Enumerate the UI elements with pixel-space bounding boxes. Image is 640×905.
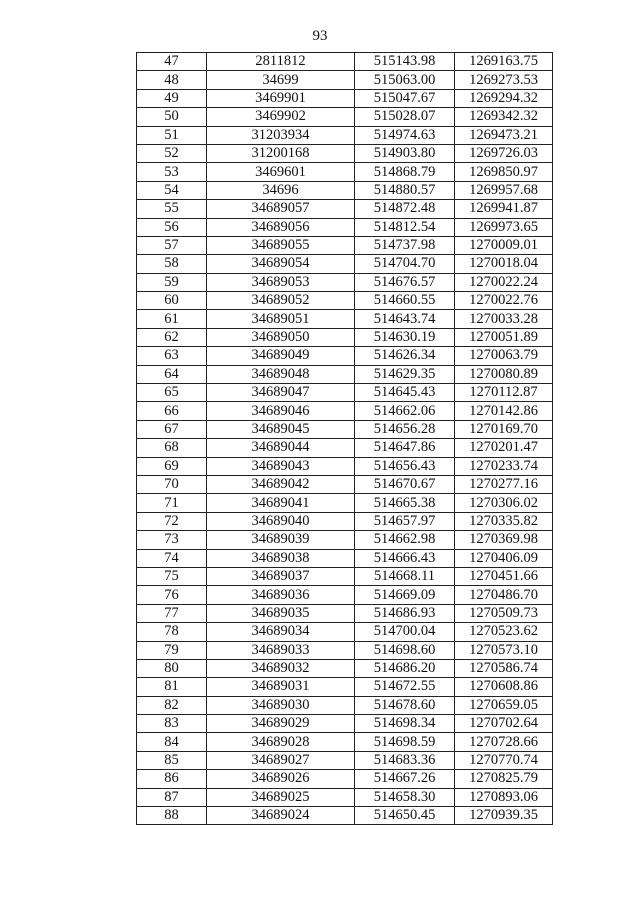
point-id-cell: 34689030 [207, 696, 355, 714]
table-row [137, 696, 553, 714]
y-coordinate-cell: 1270112.87 [455, 384, 553, 402]
table-row [137, 788, 553, 806]
row-number-cell: 52 [137, 144, 207, 162]
x-coordinate-cell: 514676.57 [355, 273, 455, 291]
row-number-cell: 79 [137, 641, 207, 659]
point-id-cell: 34689028 [207, 733, 355, 751]
point-id-cell: 34689036 [207, 586, 355, 604]
row-number-cell: 64 [137, 365, 207, 383]
row-number-cell: 61 [137, 310, 207, 328]
table-row [137, 163, 553, 181]
y-coordinate-cell: 1270406.09 [455, 549, 553, 567]
row-number-cell: 54 [137, 181, 207, 199]
x-coordinate-cell: 514667.26 [355, 770, 455, 788]
point-id-cell: 3469901 [207, 89, 355, 107]
x-coordinate-cell: 514666.43 [355, 549, 455, 567]
table-row [137, 384, 553, 402]
y-coordinate-cell: 1270277.16 [455, 475, 553, 493]
y-coordinate-cell: 1270369.98 [455, 531, 553, 549]
y-coordinate-cell: 1270335.82 [455, 512, 553, 530]
table-row [137, 218, 553, 236]
table-row [137, 457, 553, 475]
y-coordinate-cell: 1270702.64 [455, 715, 553, 733]
y-coordinate-cell: 1270770.74 [455, 751, 553, 769]
y-coordinate-cell: 1269850.97 [455, 163, 553, 181]
x-coordinate-cell: 514643.74 [355, 310, 455, 328]
x-coordinate-cell: 514669.09 [355, 586, 455, 604]
x-coordinate-cell: 514662.98 [355, 531, 455, 549]
row-number-cell: 72 [137, 512, 207, 530]
row-number-cell: 55 [137, 200, 207, 218]
x-coordinate-cell: 514629.35 [355, 365, 455, 383]
point-id-cell: 34689054 [207, 255, 355, 273]
x-coordinate-cell: 514658.30 [355, 788, 455, 806]
x-coordinate-cell: 514974.63 [355, 126, 455, 144]
table-row [137, 53, 553, 71]
table-row [137, 678, 553, 696]
point-id-cell: 31203934 [207, 126, 355, 144]
point-id-cell: 34689033 [207, 641, 355, 659]
x-coordinate-cell: 514630.19 [355, 328, 455, 346]
point-id-cell: 34689053 [207, 273, 355, 291]
row-number-cell: 88 [137, 807, 207, 825]
point-id-cell: 34689048 [207, 365, 355, 383]
y-coordinate-cell: 1270825.79 [455, 770, 553, 788]
point-id-cell: 34689050 [207, 328, 355, 346]
x-coordinate-cell: 514668.11 [355, 567, 455, 585]
y-coordinate-cell: 1270080.89 [455, 365, 553, 383]
row-number-cell: 48 [137, 71, 207, 89]
point-id-cell: 34689027 [207, 751, 355, 769]
table-row [137, 715, 553, 733]
point-id-cell: 34689034 [207, 623, 355, 641]
y-coordinate-cell: 1269941.87 [455, 200, 553, 218]
x-coordinate-cell: 514686.20 [355, 659, 455, 677]
row-number-cell: 75 [137, 567, 207, 585]
table-row [137, 733, 553, 751]
x-coordinate-cell: 514626.34 [355, 347, 455, 365]
y-coordinate-cell: 1270509.73 [455, 604, 553, 622]
x-coordinate-cell: 514812.54 [355, 218, 455, 236]
y-coordinate-cell: 1269957.68 [455, 181, 553, 199]
row-number-cell: 86 [137, 770, 207, 788]
y-coordinate-cell: 1270201.47 [455, 439, 553, 457]
y-coordinate-cell: 1269273.53 [455, 71, 553, 89]
row-number-cell: 47 [137, 53, 207, 71]
x-coordinate-cell: 514737.98 [355, 236, 455, 254]
point-id-cell: 3469902 [207, 108, 355, 126]
y-coordinate-cell: 1270893.06 [455, 788, 553, 806]
y-coordinate-cell: 1270306.02 [455, 494, 553, 512]
y-coordinate-cell: 1270523.62 [455, 623, 553, 641]
y-coordinate-cell: 1269726.03 [455, 144, 553, 162]
y-coordinate-cell: 1270728.66 [455, 733, 553, 751]
coordinates-table [136, 52, 553, 825]
point-id-cell: 34689039 [207, 531, 355, 549]
table-row [137, 751, 553, 769]
table-row [137, 89, 553, 107]
row-number-cell: 57 [137, 236, 207, 254]
table-row [137, 512, 553, 530]
row-number-cell: 58 [137, 255, 207, 273]
row-number-cell: 85 [137, 751, 207, 769]
row-number-cell: 78 [137, 623, 207, 641]
point-id-cell: 34689057 [207, 200, 355, 218]
table-row [137, 549, 553, 567]
table-row [137, 236, 553, 254]
table-row [137, 807, 553, 825]
y-coordinate-cell: 1269342.32 [455, 108, 553, 126]
y-coordinate-cell: 1270142.86 [455, 402, 553, 420]
row-number-cell: 70 [137, 475, 207, 493]
y-coordinate-cell: 1269163.75 [455, 53, 553, 71]
y-coordinate-cell: 1270233.74 [455, 457, 553, 475]
table-row [137, 328, 553, 346]
table-row [137, 108, 553, 126]
row-number-cell: 49 [137, 89, 207, 107]
point-id-cell: 34689043 [207, 457, 355, 475]
row-number-cell: 51 [137, 126, 207, 144]
table-row [137, 365, 553, 383]
table-row [137, 126, 553, 144]
x-coordinate-cell: 514647.86 [355, 439, 455, 457]
point-id-cell: 34689029 [207, 715, 355, 733]
x-coordinate-cell: 514662.06 [355, 402, 455, 420]
point-id-cell: 34689042 [207, 475, 355, 493]
y-coordinate-cell: 1269473.21 [455, 126, 553, 144]
point-id-cell: 34689055 [207, 236, 355, 254]
x-coordinate-cell: 514656.43 [355, 457, 455, 475]
table-row [137, 310, 553, 328]
y-coordinate-cell: 1270573.10 [455, 641, 553, 659]
y-coordinate-cell: 1269294.32 [455, 89, 553, 107]
table-row [137, 71, 553, 89]
table-row [137, 641, 553, 659]
point-id-cell: 34689049 [207, 347, 355, 365]
row-number-cell: 73 [137, 531, 207, 549]
x-coordinate-cell: 514698.60 [355, 641, 455, 659]
x-coordinate-cell: 515028.07 [355, 108, 455, 126]
point-id-cell: 34689046 [207, 402, 355, 420]
y-coordinate-cell: 1270939.35 [455, 807, 553, 825]
row-number-cell: 84 [137, 733, 207, 751]
x-coordinate-cell: 514660.55 [355, 292, 455, 310]
point-id-cell: 34689041 [207, 494, 355, 512]
point-id-cell: 34696 [207, 181, 355, 199]
x-coordinate-cell: 515047.67 [355, 89, 455, 107]
table-row [137, 292, 553, 310]
table-row [137, 402, 553, 420]
table-row [137, 439, 553, 457]
x-coordinate-cell: 514700.04 [355, 623, 455, 641]
row-number-cell: 59 [137, 273, 207, 291]
row-number-cell: 62 [137, 328, 207, 346]
y-coordinate-cell: 1270018.04 [455, 255, 553, 273]
row-number-cell: 74 [137, 549, 207, 567]
x-coordinate-cell: 514903.80 [355, 144, 455, 162]
table-row [137, 347, 553, 365]
row-number-cell: 82 [137, 696, 207, 714]
table-row [137, 181, 553, 199]
point-id-cell: 2811812 [207, 53, 355, 71]
x-coordinate-cell: 514698.59 [355, 733, 455, 751]
coordinates-table-body [137, 53, 553, 825]
point-id-cell: 34689051 [207, 310, 355, 328]
row-number-cell: 63 [137, 347, 207, 365]
table-row [137, 623, 553, 641]
y-coordinate-cell: 1270022.24 [455, 273, 553, 291]
row-number-cell: 56 [137, 218, 207, 236]
row-number-cell: 60 [137, 292, 207, 310]
x-coordinate-cell: 514670.67 [355, 475, 455, 493]
row-number-cell: 66 [137, 402, 207, 420]
point-id-cell: 34689032 [207, 659, 355, 677]
x-coordinate-cell: 514678.60 [355, 696, 455, 714]
row-number-cell: 67 [137, 420, 207, 438]
point-id-cell: 34689035 [207, 604, 355, 622]
table-row [137, 200, 553, 218]
point-id-cell: 34689024 [207, 807, 355, 825]
y-coordinate-cell: 1270169.70 [455, 420, 553, 438]
point-id-cell: 34699 [207, 71, 355, 89]
y-coordinate-cell: 1270063.79 [455, 347, 553, 365]
y-coordinate-cell: 1270051.89 [455, 328, 553, 346]
x-coordinate-cell: 514645.43 [355, 384, 455, 402]
table-row [137, 255, 553, 273]
x-coordinate-cell: 515063.00 [355, 71, 455, 89]
table-row [137, 770, 553, 788]
point-id-cell: 34689045 [207, 420, 355, 438]
point-id-cell: 34689047 [207, 384, 355, 402]
y-coordinate-cell: 1270009.01 [455, 236, 553, 254]
table-row [137, 494, 553, 512]
row-number-cell: 83 [137, 715, 207, 733]
x-coordinate-cell: 514665.38 [355, 494, 455, 512]
row-number-cell: 87 [137, 788, 207, 806]
point-id-cell: 34689052 [207, 292, 355, 310]
point-id-cell: 34689038 [207, 549, 355, 567]
table-row [137, 144, 553, 162]
row-number-cell: 69 [137, 457, 207, 475]
x-coordinate-cell: 514656.28 [355, 420, 455, 438]
table-row [137, 604, 553, 622]
x-coordinate-cell: 514704.70 [355, 255, 455, 273]
x-coordinate-cell: 514672.55 [355, 678, 455, 696]
x-coordinate-cell: 514686.93 [355, 604, 455, 622]
y-coordinate-cell: 1270033.28 [455, 310, 553, 328]
x-coordinate-cell: 514868.79 [355, 163, 455, 181]
row-number-cell: 53 [137, 163, 207, 181]
row-number-cell: 50 [137, 108, 207, 126]
row-number-cell: 77 [137, 604, 207, 622]
row-number-cell: 65 [137, 384, 207, 402]
point-id-cell: 34689025 [207, 788, 355, 806]
point-id-cell: 3469601 [207, 163, 355, 181]
x-coordinate-cell: 515143.98 [355, 53, 455, 71]
x-coordinate-cell: 514683.36 [355, 751, 455, 769]
x-coordinate-cell: 514657.97 [355, 512, 455, 530]
point-id-cell: 34689037 [207, 567, 355, 585]
y-coordinate-cell: 1270486.70 [455, 586, 553, 604]
table-row [137, 273, 553, 291]
row-number-cell: 80 [137, 659, 207, 677]
table-row [137, 586, 553, 604]
point-id-cell: 34689026 [207, 770, 355, 788]
y-coordinate-cell: 1270022.76 [455, 292, 553, 310]
point-id-cell: 34689056 [207, 218, 355, 236]
table-row [137, 659, 553, 677]
y-coordinate-cell: 1270659.05 [455, 696, 553, 714]
x-coordinate-cell: 514698.34 [355, 715, 455, 733]
point-id-cell: 31200168 [207, 144, 355, 162]
y-coordinate-cell: 1270608.86 [455, 678, 553, 696]
row-number-cell: 81 [137, 678, 207, 696]
table-row [137, 531, 553, 549]
row-number-cell: 71 [137, 494, 207, 512]
y-coordinate-cell: 1270451.66 [455, 567, 553, 585]
point-id-cell: 34689040 [207, 512, 355, 530]
row-number-cell: 76 [137, 586, 207, 604]
point-id-cell: 34689044 [207, 439, 355, 457]
y-coordinate-cell: 1270586.74 [455, 659, 553, 677]
x-coordinate-cell: 514880.57 [355, 181, 455, 199]
page-number: 93 [312, 28, 328, 44]
table-row [137, 420, 553, 438]
row-number-cell: 68 [137, 439, 207, 457]
y-coordinate-cell: 1269973.65 [455, 218, 553, 236]
x-coordinate-cell: 514650.45 [355, 807, 455, 825]
x-coordinate-cell: 514872.48 [355, 200, 455, 218]
table-row [137, 475, 553, 493]
table-row [137, 567, 553, 585]
point-id-cell: 34689031 [207, 678, 355, 696]
